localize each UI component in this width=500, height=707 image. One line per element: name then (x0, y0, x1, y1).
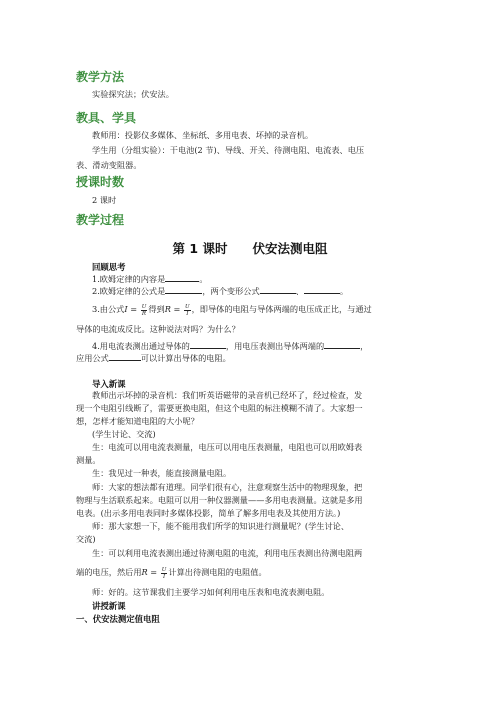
intro-paragraph-line: 电表。(出示多用电表同时多媒体投影，简单了解多用电表及其使用方法。) (76, 508, 341, 518)
q2-mid: ，两个变形公式 (202, 286, 260, 296)
formula-fraction (141, 304, 148, 317)
intro-paragraph-line: 教师出示坏掉的录音机：我们听英语磁带的录音机已经坏了，经过检查，发 (92, 390, 363, 400)
q3-c: ，即导体的电阻与导体两端的电压成正比，与通过 (191, 304, 372, 314)
blank-line (260, 285, 296, 294)
q2-end: 。 (339, 286, 349, 296)
intro-paragraph-line: 生：电流可以用电流表测量，电压可以用电压表测量，电阻也可以用欧姆表 (92, 442, 363, 452)
q2-text: 2.欧姆定律的公式是 (92, 286, 166, 296)
intro-paragraph-line: 交流) (76, 534, 96, 544)
review-question-1 (92, 273, 208, 285)
heading-teaching-tools: 教具、学具 (76, 111, 137, 125)
formula-var: R (164, 304, 171, 314)
q4-line2-a: 应用公式 (76, 353, 109, 363)
blank-line (109, 352, 141, 361)
intro-heading: 导入新课 (92, 379, 126, 389)
intro-paragraph-line: 测量。 (76, 455, 101, 465)
new-lesson-heading: 讲授新课 (92, 601, 126, 611)
q4-a: 4.用电流表测出通过导体的 (92, 341, 190, 351)
blank-line (304, 285, 340, 294)
new-lesson-subheading: 一、伏安法测定值电阻 (76, 614, 160, 624)
fraction-denominator: I (186, 310, 189, 317)
heading-teaching-method: 教学方法 (76, 70, 125, 84)
intro-paragraph-line: 现一个电阻引线断了，需要更换电阻，但这个电阻的标注模糊不清了。大家想一 (76, 403, 363, 413)
tools-teacher-text: 教师用：投影仪多媒体、坐标纸、多用电表、坏掉的录音机。 (92, 130, 314, 140)
tools-student-text-2: 表、滑动变阻器。 (76, 160, 142, 170)
formula-var: I (124, 304, 128, 314)
blank-line (165, 285, 202, 294)
formula-fraction (161, 567, 168, 580)
hours-text: 2 课时 (92, 195, 117, 205)
formula-fraction (184, 304, 191, 317)
formula-var: R (141, 567, 148, 577)
formula-eq: = (127, 304, 140, 314)
q1-end: 。 (199, 274, 208, 284)
lesson-title: 第 1 课时 伏安法测电阻 (172, 241, 328, 256)
heading-teaching-process: 教学过程 (76, 213, 125, 227)
intro-paragraph-formula-line (76, 564, 267, 580)
formula-eq: = (147, 567, 160, 577)
blank-line (165, 273, 199, 282)
intro-paragraph-line: 想，怎样才能知道电阻的大小呢？ (76, 416, 199, 426)
tools-student-text-1: 学生用（分组实验）：干电池(2 节)、导线、开关、待测电阻、电流表、电压 (92, 145, 365, 155)
q4-b: ，用电压表测出导体两端的 (225, 341, 325, 351)
blank-line (190, 340, 226, 349)
intro-paragraph-line: 生：可以利用电流表测出通过待测电阻的电流，利用电压表测出待测电阻两 (92, 548, 363, 558)
q1-text: 1.欧姆定律的内容是 (92, 274, 166, 284)
q4-line2-b: 可以计算出导体的电阻。 (140, 353, 231, 363)
intro-14a: 端的电压，然后用 (76, 567, 142, 577)
intro-paragraph-line: 师：那大家想一下，能不能用我们所学的知识进行测量呢？(学生讨论、 (92, 521, 350, 531)
fraction-numerator: U (141, 303, 147, 310)
heading-class-hours: 授课时数 (76, 175, 125, 189)
intro-paragraph-line: 师：大家的想法都有道理。同学们很有心，注意观察生活中的物理现象，把 (92, 482, 363, 492)
blank-line (324, 340, 360, 349)
q4-c: ， (360, 341, 369, 351)
intro-paragraph-line: (学生讨论、交流) (92, 429, 156, 439)
fraction-numerator: U (184, 303, 190, 310)
intro-paragraph-line: 物理与生活联系起来。电阻可以用一种仪器测量——多用电表测量。这就是多用 (76, 495, 363, 505)
fraction-denominator: I (162, 573, 166, 580)
intro-14b: 计算出待测电阻的电阻值。 (168, 567, 267, 577)
review-question-4 (92, 340, 368, 352)
fraction-denominator: R (141, 310, 147, 317)
method-text: 实验探究法；伏安法。 (92, 89, 174, 99)
intro-paragraph-line: 生：我见过一种表，能直接测量电阻。 (92, 468, 232, 478)
fraction-numerator: U (161, 566, 167, 573)
q2-sep: 、 (295, 286, 304, 296)
review-question-2 (92, 285, 348, 297)
review-question-3-line-2: 导体的电流成反比。这种说法对吗？为什么？ (76, 324, 240, 334)
review-heading: 回顾思考 (92, 262, 126, 272)
formula-eq: = (170, 304, 183, 314)
intro-paragraph-line: 师：好的。这节课我们主要学习如何利用电压表和电流表测电阻。 (92, 587, 330, 597)
q3-b: 得到 (148, 304, 165, 314)
review-question-4-line-2 (76, 352, 231, 364)
q3-a: 3.由公式 (92, 304, 125, 314)
review-question-3 (92, 301, 372, 317)
